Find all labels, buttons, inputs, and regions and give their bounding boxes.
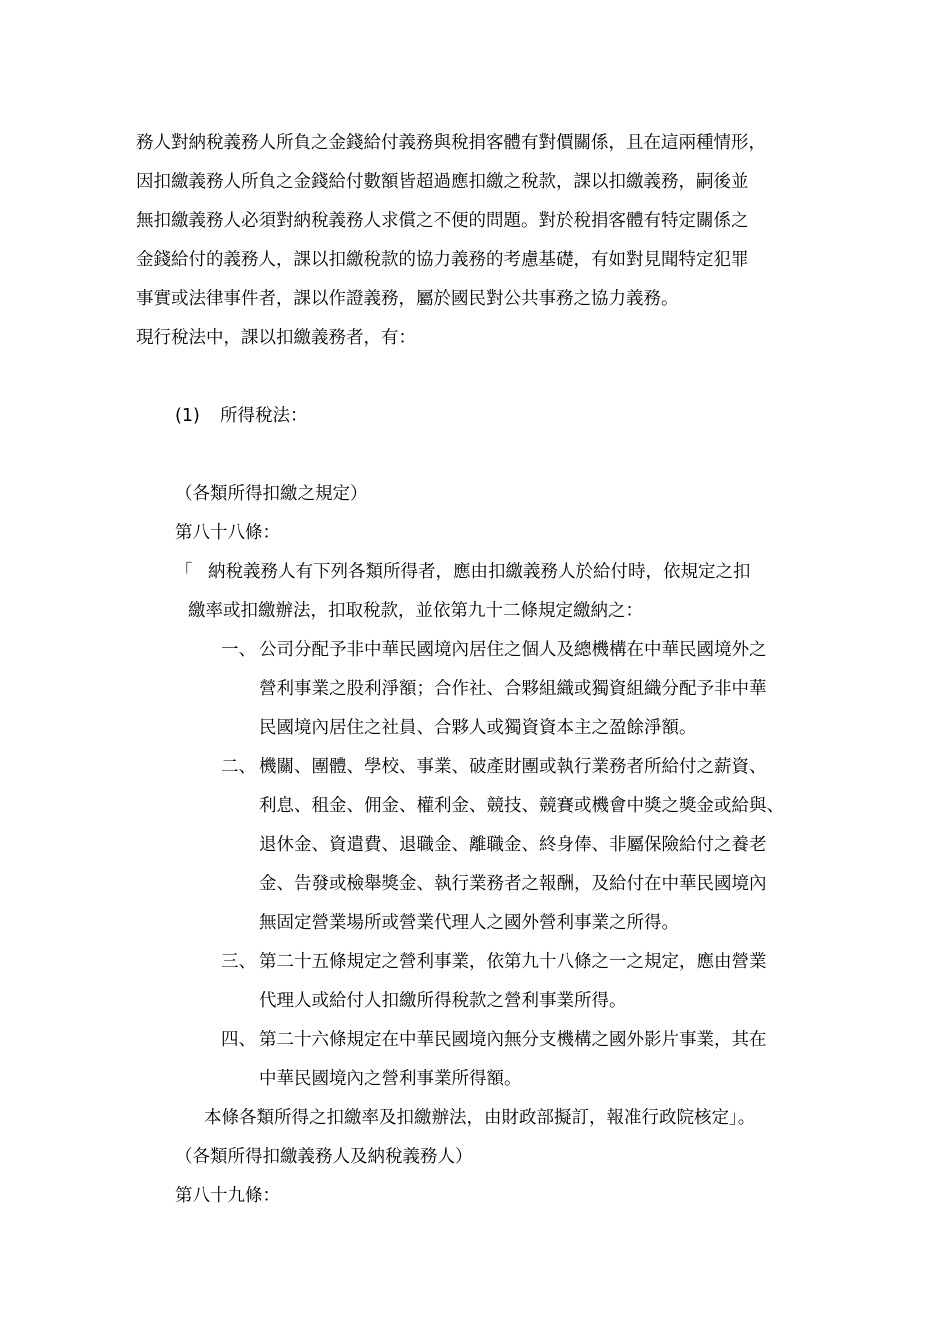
item-line: 民國境內居住之社員、合夥人或獨資資本主之盈餘淨額。 [259,718,697,738]
item-line: 中華民國境內之營利事業所得額。 [259,1069,522,1089]
article-closing: 本條各類所得之扣繳率及扣繳辦法，由財政部擬訂，報准行政院核定」。 [204,1108,756,1128]
intro-line: 事實或法律事件者，課以作證義務，屬於國民對公共事務之協力義務。 [136,289,679,309]
article-body-line: 繳率或扣繳辦法，扣取稅款，並依第九十二條規定繳納之： [188,601,643,621]
intro-line: 金錢給付的義務人，課以扣繳稅款的協力義務的考慮基礎，有如對見聞特定犯罪 [136,250,749,270]
intro-lead: 現行稅法中，課以扣繳義務者，有： [136,328,416,348]
item-line: 代理人或給付人扣繳所得稅款之營利事業所得。 [259,991,627,1011]
article-heading: （各類所得扣繳義務人及納稅義務人） [175,1147,473,1167]
article-body-line: 納稅義務人有下列各類所得者，應由扣繳義務人於給付時，依規定之扣 [208,562,751,582]
item-marker: 四、 [221,1030,256,1050]
item-line: 無固定營業場所或營業代理人之國外營利事業之所得。 [259,913,679,933]
section-number: (1) [175,406,200,426]
article-number: 第八十九條： [175,1186,280,1206]
item-line: 退休金、資遣費、退職金、離職金、終身俸、非屬保險給付之養老 [259,835,767,855]
item-marker: 三、 [221,952,256,972]
item-line: 第二十五條規定之營利事業，依第九十八條之一之規定，應由營業 [259,952,767,972]
item-marker: 二、 [221,757,256,777]
article-heading: （各類所得扣繳之規定） [175,484,368,504]
item-line: 營利事業之股利淨額；合作社、合夥組織或獨資組織分配予非中華 [259,679,767,699]
item-marker: 一、 [221,640,256,660]
intro-line: 務人對納稅義務人所負之金錢給付義務與稅捐客體有對價關係，且在這兩種情形， [136,133,766,153]
article-number: 第八十八條： [175,523,280,543]
item-line: 公司分配予非中華民國境內居住之個人及總機構在中華民國境外之 [259,640,767,660]
item-line: 第二十六條規定在中華民國境內無分支機構之國外影片事業，其在 [259,1030,767,1050]
intro-line: 因扣繳義務人所負之金錢給付數額皆超過應扣繳之稅款，課以扣繳義務，嗣後並 [136,172,749,192]
item-line: 機關、團體、學校、事業、破產財團或執行業務者所給付之薪資、 [259,757,767,777]
intro-line: 無扣繳義務人必須對納稅義務人求償之不便的問題。對於稅捐客體有特定關係之 [136,211,749,231]
open-quote: 「 [175,562,193,582]
item-line: 利息、租金、佣金、權利金、競技、競賽或機會中獎之獎金或給與、 [259,796,784,816]
section-title: 所得稅法： [220,406,308,426]
item-line: 金、告發或檢舉獎金、執行業務者之報酬，及給付在中華民國境內 [259,874,767,894]
